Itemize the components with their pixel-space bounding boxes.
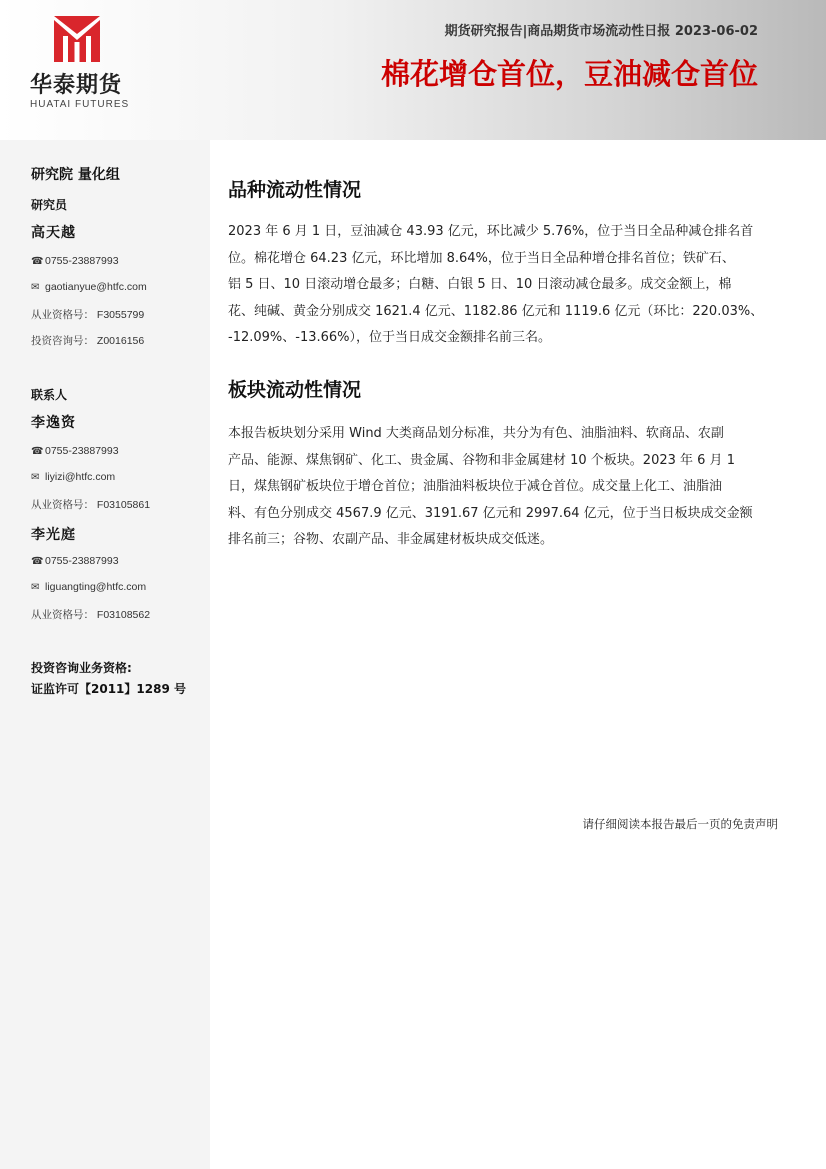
paragraph-line: 铝 5 日、10 日滚动增仓最多；白糖、白银 5 日、10 日滚动减仓最多。成交金额上，棉 (228, 277, 732, 292)
sector-liquidity-paragraph (228, 421, 780, 554)
contact-email[interactable]: ✉ liyizi@htfc.com (31, 471, 116, 483)
company-logo (30, 16, 130, 116)
dept-label: 研究院 量化组 (31, 167, 120, 183)
mail-icon: ✉ (31, 582, 40, 593)
phone-icon: ☎ (31, 556, 44, 567)
contact-phone: ☎ 0755-23887993 (31, 555, 119, 567)
mail-icon: ✉ (31, 282, 40, 293)
license-label: 投资咨询业务资格: (31, 661, 132, 675)
researcher-qualification: 从业资格号： F3055799 (31, 309, 145, 321)
researcher-name: 高天越 (31, 225, 76, 241)
logo-company-en: HUATAI FUTURES (30, 99, 130, 110)
logo-company-cn: 华泰期货 (30, 73, 123, 98)
contact-phone: ☎ 0755-23887993 (31, 445, 119, 457)
report-title: 棉花增仓首位，豆油减仓首位 (380, 57, 758, 91)
researcher-label: 研究员 (31, 198, 68, 212)
contact-qualification: 从业资格号： F03108562 (31, 609, 151, 621)
section-title-variety-liquidity: 品种流动性情况 (228, 179, 362, 201)
paragraph-line: 料、有色分别成交 4567.9 亿元、3191.67 亿元和 2997.64 亿元，位于当日板块成交金额 (228, 505, 753, 521)
report-meta: 期货研究报告|商品期货市场流动性日报 2023-06-02 (444, 24, 758, 39)
paragraph-line: 2023 年 6 月 1 日，豆油减仓 43.93 亿元，环比减少 5.76%，位于当日全品种减仓排名首 (228, 224, 754, 239)
researcher-consult-no: 投资咨询号： Z0016156 (31, 335, 145, 347)
paragraph-line: 产品、能源、煤焦钢矿、化工、贵金属、谷物和非金属建材 10 个板块。2023 年 6 月 1 (228, 452, 735, 468)
report-header (0, 0, 826, 140)
paragraph-line: 日，煤焦钢矿板块位于增仓首位；油脂油料板块位于减仓首位。成交量上化工、油脂油 (228, 479, 723, 494)
paragraph-line: -12.09%、-13.66%），位于当日成交金额排名前三名。 (228, 330, 552, 345)
paragraph-line: 位。棉花增仓 64.23 亿元，环比增加 8.64%，位于当日全品种增仓排名首位；铁矿石、 (228, 250, 735, 266)
logo-emblem-icon (54, 16, 100, 62)
author-sidebar (0, 140, 210, 1169)
contacts-label: 联系人 (31, 388, 68, 402)
researcher-email[interactable]: ✉ gaotianyue@htfc.com (31, 281, 147, 293)
license-value: 证监许可【2011】1289 号 (31, 682, 186, 696)
paragraph-line: 排名前三；谷物、农副产品、非金属建材板块成交低迷。 (228, 532, 554, 547)
contact-email[interactable]: ✉ liguangting@htfc.com (31, 581, 147, 593)
paragraph-line: 花、纯碱、黄金分别成交 1621.4 亿元、1182.86 亿元和 1119.6 亿元（环比：220.03%、 (228, 303, 764, 319)
paragraph-line: 本报告板块划分采用 Wind 大类商品划分标准，共分为有色、油脂油料、软商品、农副 (228, 426, 724, 441)
section-title-sector-liquidity: 板块流动性情况 (228, 379, 362, 401)
phone-icon: ☎ (31, 256, 44, 267)
variety-liquidity-paragraph (228, 219, 780, 352)
disclaimer-note: 请仔细阅读本报告最后一页的免责声明 (582, 817, 778, 831)
phone-icon: ☎ (31, 446, 44, 457)
contact-qualification: 从业资格号： F03105861 (31, 499, 151, 511)
mail-icon: ✉ (31, 472, 40, 483)
researcher-phone: ☎ 0755-23887993 (31, 255, 119, 267)
contact-name: 李光庭 (31, 527, 76, 543)
contact-name: 李逸资 (31, 415, 76, 431)
